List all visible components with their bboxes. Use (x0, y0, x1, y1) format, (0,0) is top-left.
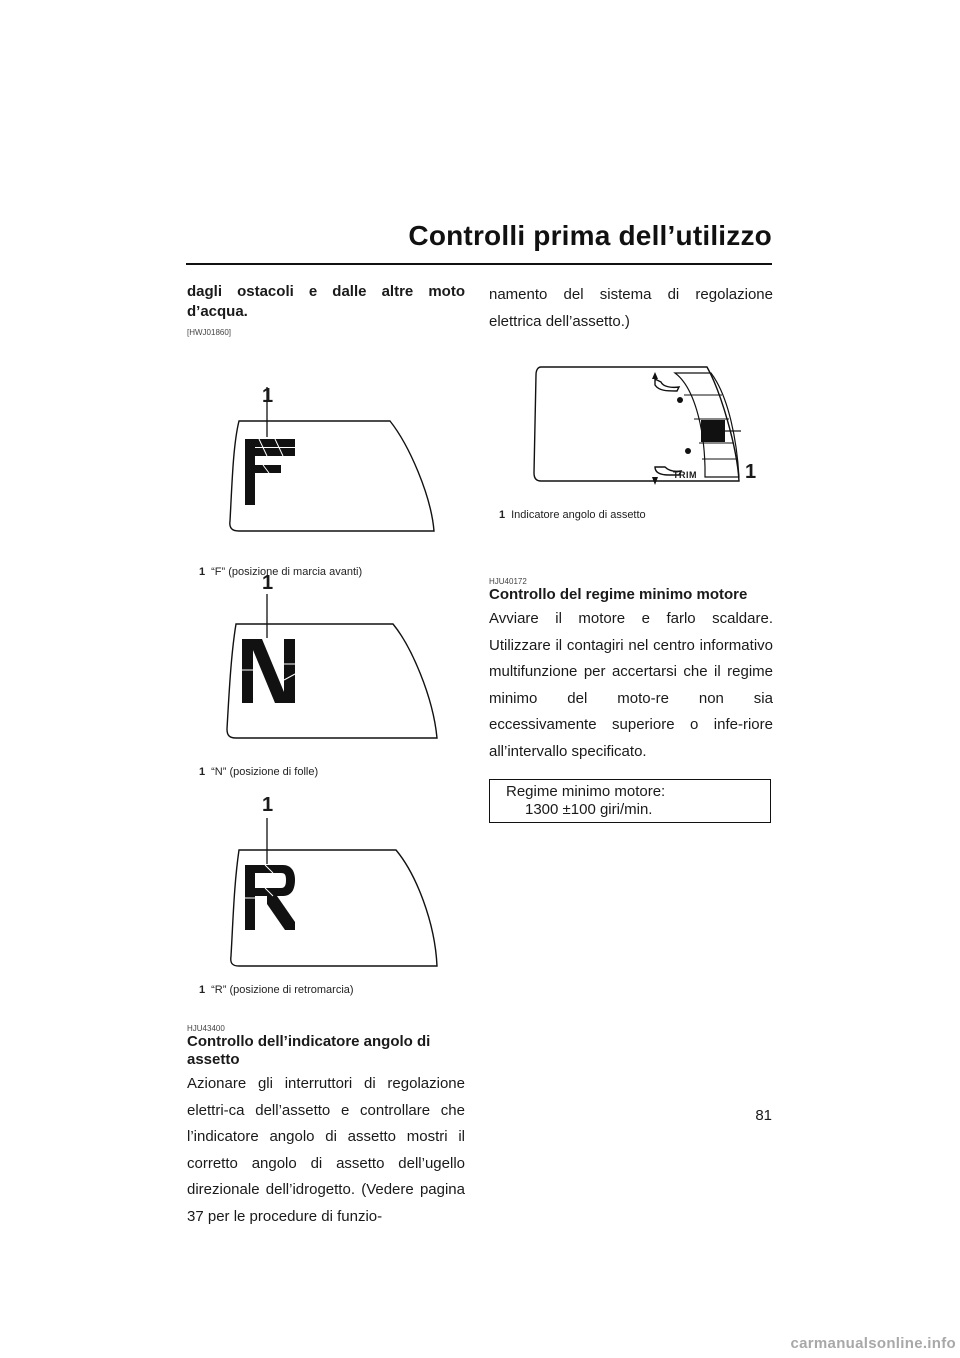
callout-number-neutral: 1 (262, 572, 274, 594)
left-column (187, 282, 465, 1230)
right-column (489, 282, 773, 823)
figure-forward (187, 345, 465, 578)
page-number: 81 (755, 1107, 772, 1124)
callout-number-forward: 1 (262, 385, 274, 407)
idle-speed-spec-box (489, 779, 771, 823)
figure-reverse (187, 794, 465, 1022)
section-title-trim: Controllo dell’indicatore angolo di assetto (187, 1033, 431, 1068)
section-title-idle: Controllo del regime minimo motore (489, 586, 748, 603)
ref-code: [HWJ01860] (187, 328, 232, 337)
section-body-idle: Avviare il motore e farlo scaldare. Utilizzare il contagiri nel centro informativo multifunzione per accertarsi che il regime minimo del moto-re non sia eccessivamente superiore o infe-riore all’intervallo specificato. (489, 610, 773, 760)
intro-line: dagli ostacoli e dalle altre moto d’acqua. (187, 283, 465, 320)
trim-indicator-illustration (489, 347, 773, 497)
display-forward-illustration (187, 345, 465, 533)
display-reverse-illustration (187, 804, 465, 982)
caption-trim: 1 Indicatore angolo di assetto (499, 509, 646, 521)
trim-label: TRIM (673, 470, 697, 480)
figure-trim-indicator (489, 347, 773, 543)
continuation-text: namento del sistema di regolazione elettrica dell’assetto.) (489, 286, 773, 330)
header-rule (186, 263, 772, 265)
spec-label: Regime minimo motore: (506, 783, 666, 800)
page-title: Controlli prima dell’utilizzo (408, 220, 772, 251)
callout-number-reverse: 1 (262, 794, 274, 816)
watermark: carmanualsonline.info (790, 1335, 956, 1352)
section-body-trim: Azionare gli interruttori di regolazione elettri-ca dell’assetto e controllare che l’indicatore angolo di assetto mostri il corretto angolo di assetto dell’ugello direzionale dell’idrogetto. (Vedere pagina 37 per le procedure di funzio- (187, 1075, 465, 1225)
caption-neutral: 1 “N” (posizione di folle) (199, 766, 319, 778)
callout-number-trim: 1 (745, 461, 757, 483)
section-code-trim: HJU43400 (187, 1024, 225, 1033)
caption-forward: 1 “F” (posizione di marcia avanti) (199, 566, 363, 578)
caption-reverse: 1 “R” (posizione di retromarcia) (199, 984, 354, 996)
display-neutral-illustration (187, 584, 465, 754)
spec-value: 1300 ±100 giri/min. (525, 801, 653, 818)
section-code-idle: HJU40172 (489, 577, 527, 586)
